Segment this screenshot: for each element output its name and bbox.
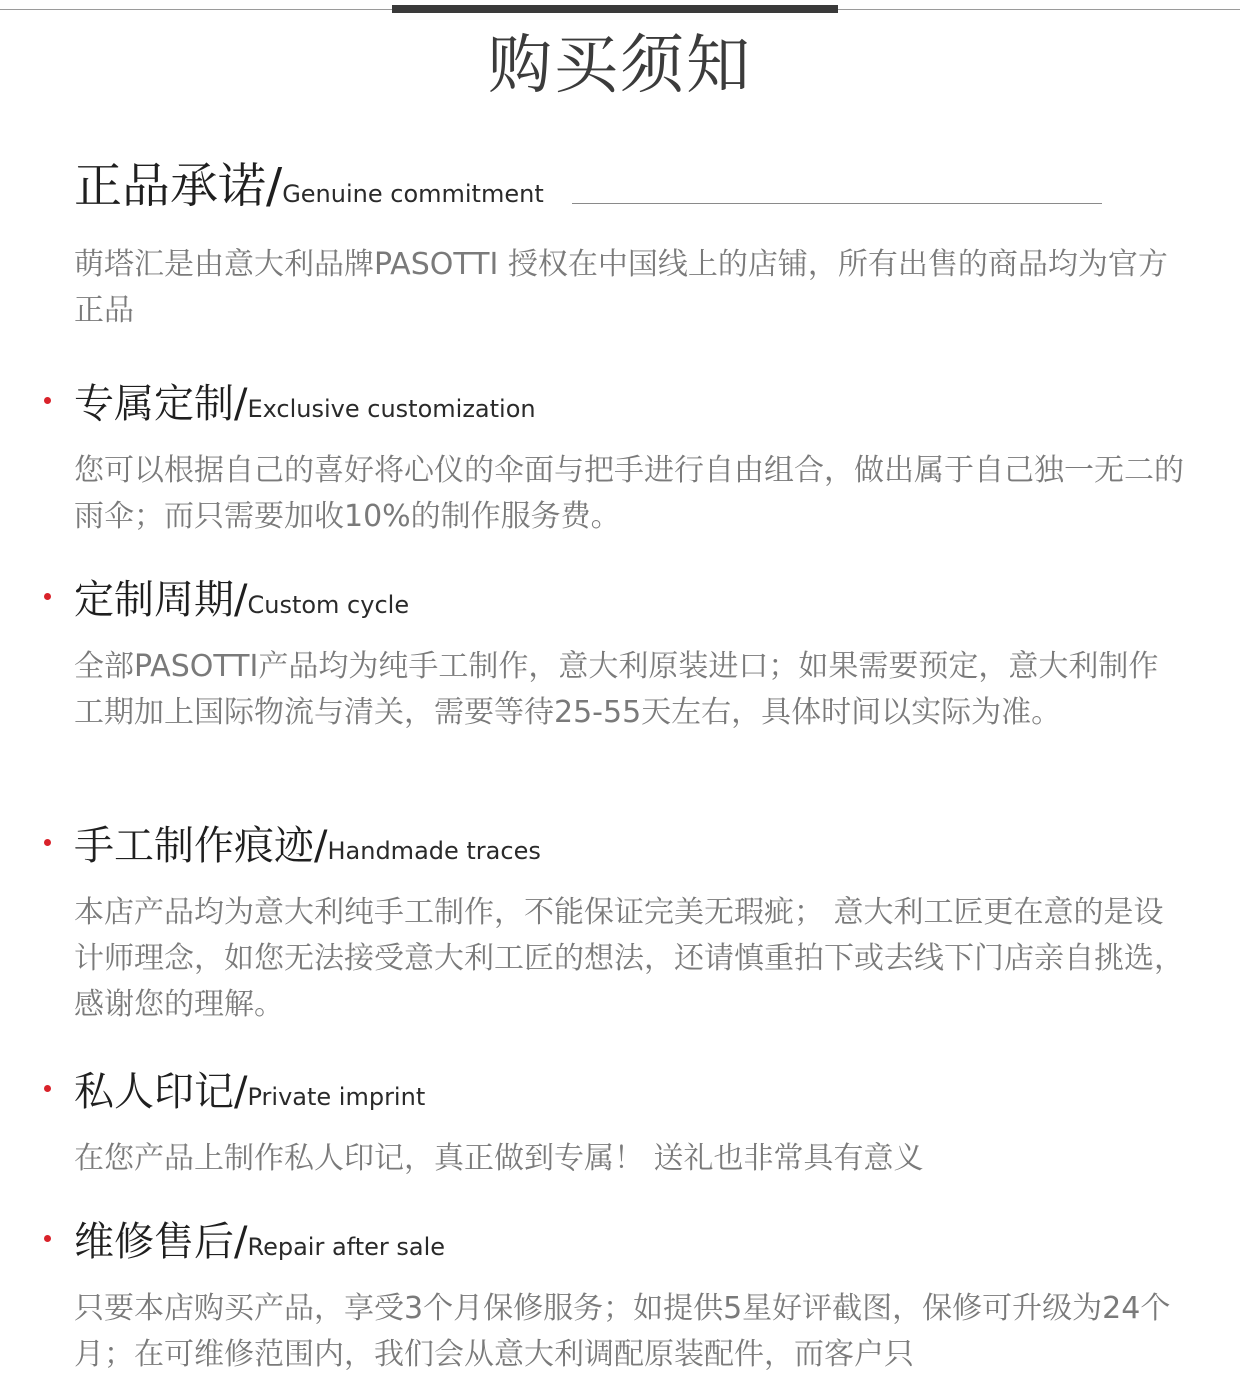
heading-cn: 正品承诺 bbox=[74, 158, 267, 214]
heading-slash: / bbox=[234, 1069, 248, 1115]
section-handmade-traces bbox=[74, 822, 1184, 1028]
heading-slash: / bbox=[314, 823, 328, 869]
section-body: 您可以根据自己的喜好将心仪的伞面与把手进行自由组合，做出属于自己独一无二的雨伞；而只需要加收10%的制作服务费。 bbox=[74, 453, 1184, 534]
section-body: 萌塔汇是由意大利品牌PASOTTI 授权在中国线上的店铺，所有出售的商品均为官方正品 bbox=[74, 247, 1168, 328]
heading-en: Exclusive customization bbox=[247, 395, 536, 423]
bullet-dot-icon bbox=[44, 593, 51, 600]
heading-en: Private imprint bbox=[247, 1083, 426, 1111]
bullet-dot-icon bbox=[44, 839, 51, 846]
heading-en: Repair after sale bbox=[247, 1233, 446, 1261]
section-private-imprint bbox=[74, 1068, 1184, 1182]
section-custom-cycle bbox=[74, 576, 1184, 736]
top-divider-bar bbox=[392, 5, 838, 13]
section-body: 只要本店购买产品，享受3个月保修服务；如提供5星好评截图，保修可升级为24个月；在可维修范围内，我们会从意大利调配原装配件，而客户只 bbox=[74, 1291, 1171, 1372]
heading-en: Genuine commitment bbox=[282, 180, 544, 208]
heading-cn: 定制周期 bbox=[74, 577, 234, 623]
heading-slash: / bbox=[266, 158, 283, 214]
heading-slash: / bbox=[234, 381, 248, 427]
section-heading bbox=[74, 576, 1184, 636]
section-heading bbox=[74, 380, 1184, 440]
section-heading bbox=[74, 822, 1184, 882]
heading-cn: 私人印记 bbox=[74, 1069, 234, 1115]
section-heading bbox=[74, 158, 1184, 218]
heading-slash: / bbox=[234, 1219, 248, 1265]
heading-slash: / bbox=[234, 577, 248, 623]
section-genuine-commitment bbox=[74, 158, 1184, 334]
heading-cn: 手工制作痕迹 bbox=[74, 823, 314, 869]
section-body: 在您产品上制作私人印记，真正做到专属！ 送礼也非常具有意义 bbox=[74, 1141, 924, 1176]
bullet-dot-icon bbox=[44, 1235, 51, 1242]
heading-en: Handmade traces bbox=[327, 837, 541, 865]
section-heading bbox=[74, 1218, 1184, 1278]
section-exclusive-customization bbox=[74, 380, 1184, 540]
section-body: 本店产品均为意大利纯手工制作，不能保证完美无瑕疵； 意大利工匠更在意的是设计师理念，如您无法接受意大利工匠的想法，还请慎重拍下或去线下门店亲自挑选，感谢您的理解。 bbox=[74, 895, 1184, 1022]
section-heading bbox=[74, 1068, 1184, 1128]
section-repair-after-sale bbox=[74, 1218, 1184, 1378]
heading-underline bbox=[572, 203, 1102, 204]
heading-en: Custom cycle bbox=[247, 591, 410, 619]
section-body: 全部PASOTTI产品均为纯手工制作，意大利原装进口；如果需要预定，意大利制作工期加上国际物流与清关，需要等待25-55天左右，具体时间以实际为准。 bbox=[74, 649, 1159, 730]
heading-cn: 维修售后 bbox=[74, 1219, 234, 1265]
page-title: 购买须知 bbox=[488, 29, 752, 103]
heading-cn: 专属定制 bbox=[74, 381, 234, 427]
bullet-dot-icon bbox=[44, 1085, 51, 1092]
bullet-dot-icon bbox=[44, 397, 51, 404]
